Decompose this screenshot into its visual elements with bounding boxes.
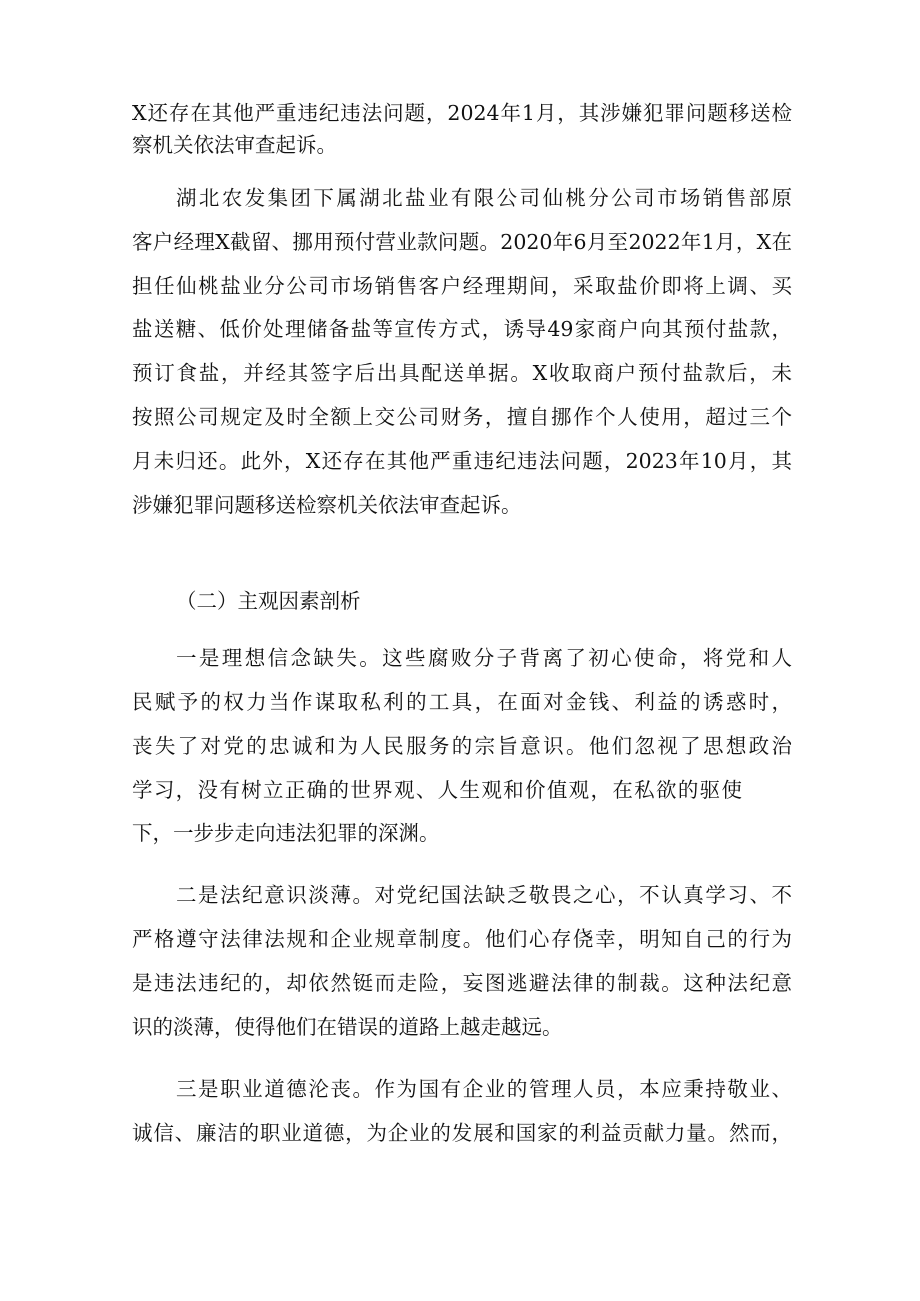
- text-line: 湖北农发集团下属湖北盐业有限公司仙桃分公司市场销售部原: [176, 186, 792, 210]
- text-line: 按照公司规定及时全额上交公司财务，擅自挪作个人使用，超过三个: [132, 405, 792, 429]
- text-line: 涉嫌犯罪问题移送检察机关依法审查起诉。: [132, 493, 522, 517]
- text-line: 下，一步步走向违法犯罪的深渊。: [132, 821, 440, 845]
- text-line: 预订食盐，并经其签字后出具配送单据。X收取商户预付盐款后，未: [132, 361, 792, 385]
- text-line: 客户经理X截留、挪用预付营业款问题。2020年6月至2022年1月，X在: [132, 230, 792, 254]
- text-line: 丧失了对党的忠诚和为人民服务的宗旨意识。他们忽视了思想政治: [132, 734, 792, 758]
- text-line: 识的淡薄，使得他们在错误的道路上越走越远。: [132, 1015, 563, 1039]
- text-line: 民赋予的权力当作谋取私利的工具，在面对金钱、利益的诱惑时，: [132, 690, 792, 714]
- text-line: 一是理想信念缺失。这些腐败分子背离了初心使命，将党和人: [176, 646, 792, 670]
- text-line: 月未归还。此外，X还存在其他严重违纪违法问题，2023年10月，其: [132, 449, 792, 473]
- text-line: 诚信、廉洁的职业道德，为企业的发展和国家的利益贡献力量。然而，: [132, 1121, 792, 1145]
- text-line: 二是法纪意识淡薄。对党纪国法缺乏敬畏之心，不认真学习、不: [176, 883, 792, 907]
- text-line: 察机关依法审查起诉。: [132, 133, 337, 157]
- text-line: 三是职业道德沦丧。作为国有企业的管理人员，本应秉持敬业、: [176, 1077, 792, 1101]
- text-line: 学习，没有树立正确的世界观、人生观和价值观，在私欲的驱使: [132, 778, 742, 802]
- text-line: 是违法违纪的，却依然铤而走险，妄图逃避法律的制裁。这种法纪意: [132, 971, 792, 995]
- text-line: 盐送糖、低价处理储备盐等宣传方式，诱导49家商户向其预付盐款，: [132, 317, 792, 341]
- text-line: 担任仙桃盐业分公司市场销售客户经理期间，采取盐价即将上调、买: [132, 274, 792, 298]
- heading-text: （二）主观因素剖析: [176, 589, 361, 613]
- text-line: X还存在其他严重违纪违法问题，2024年1月，其涉嫌犯罪问题移送检: [132, 101, 792, 125]
- text-line: 严格遵守法律法规和企业规章制度。他们心存侥幸，明知自己的行为: [132, 927, 792, 951]
